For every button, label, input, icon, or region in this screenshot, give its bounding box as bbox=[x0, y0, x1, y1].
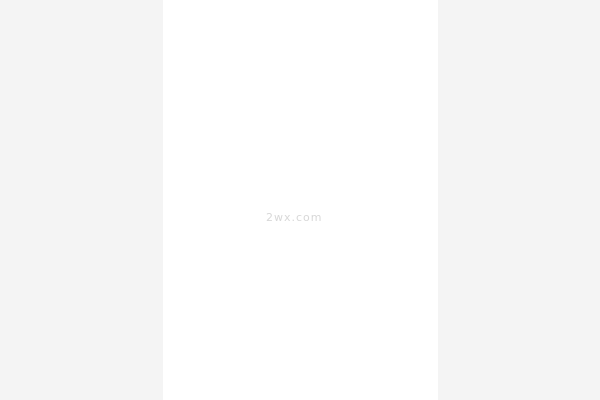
watermark: 2wx.com bbox=[266, 211, 323, 224]
document-page bbox=[163, 0, 438, 400]
